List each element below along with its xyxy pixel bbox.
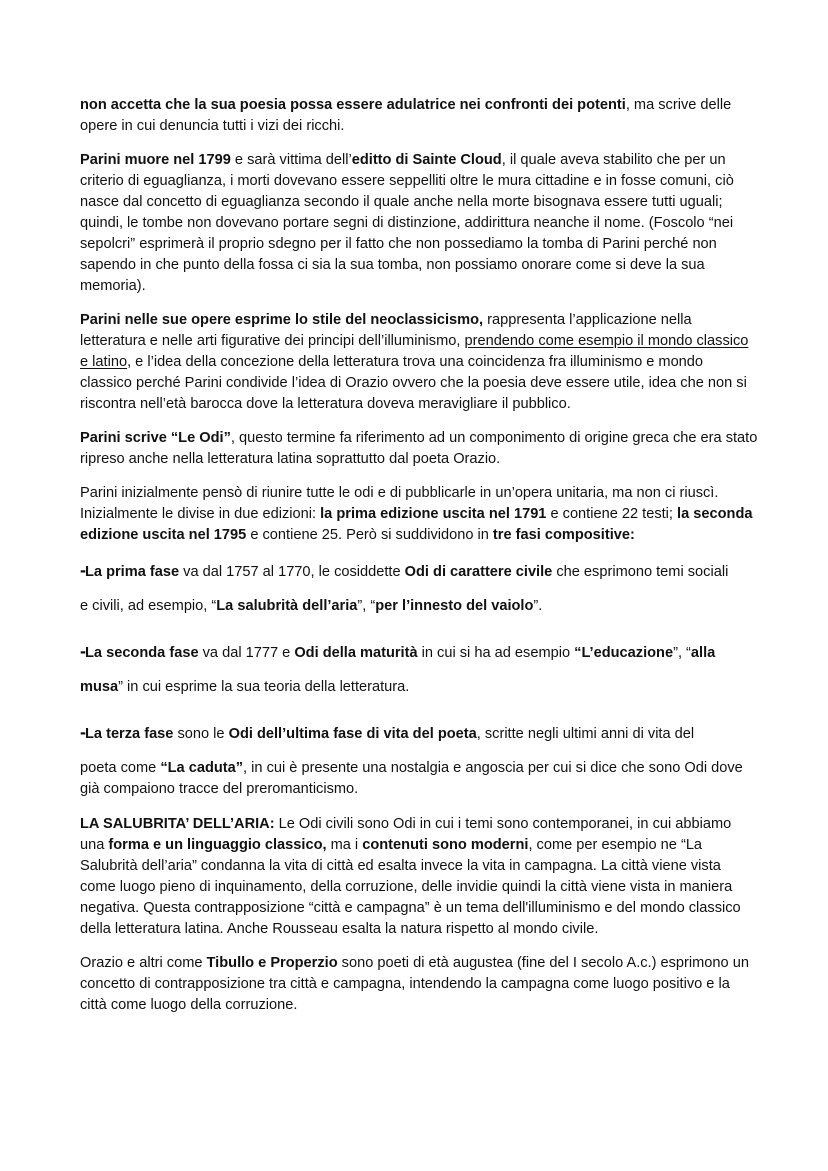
paragraph-orazio: Orazio e altri come Tibullo e Properzio sono poeti di età augustea (fine del I secolo A.c.) esprimono un concetto di contrapposizione tra città e campagna, intendendo la campagna come luogo positivo e la città come luogo della corruzione. — [80, 955, 749, 1013]
paragraph-le-odi: Parini scrive “Le Odi”, questo termine fa riferimento ad un componimento di origine greca che era stato ripreso anche nella letteratura latina soprattutto dal poeta Orazio. — [80, 430, 758, 467]
dash-bullet: - — [80, 722, 85, 742]
phase-second: -La seconda fase va dal 1777 e Odi della maturità in cui si ha ad esempio “L’educazione”, “alla musa” in cui esprime la sua teoria della letteratura. — [80, 641, 716, 695]
dash-bullet: - — [80, 560, 85, 580]
paragraph-neoclassicism: Parini nelle sue opere esprime lo stile del neoclassicismo, rappresenta l’applicazione nella letteratura e nelle arti figurative dei principi dell’illuminismo, prendendo come esempio il mondo classico e latino, e l’idea della concezione della letteratura trova una coincidenza fra illuminismo e mondo classico perché Parini condivide l’idea di Orazio ovvero che la poesia deve essere utile, idea che non si riscontra nell’età barocca dove la letteratura doveva meravigliare il pubblico. — [80, 312, 749, 412]
phase-first: -La prima fase va dal 1757 al 1770, le cosiddette Odi di carattere civile che esprimono temi sociali e civili, ad esempio, “La salubrità dell’aria”, “per l’innesto del vaiolo”. — [80, 560, 729, 614]
dash-bullet: - — [80, 641, 85, 661]
paragraph-salubrita: LA SALUBRITA’ DELL’ARIA: Le Odi civili sono Odi in cui i temi sono contemporanei, in cui abbiamo una forma e un linguaggio classico, ma i contenuti sono moderni, come per esempio ne “La Salubrità dell’aria” condanna la vita di città ed esalta invece la vita in campagna. La città viene vista come luogo pieno di inquinamento, della corruzione, delle invidie quindi la città viene vista in maniera negativa. Questa contrapposizione “città e campagna” è un tema dell'illuminismo e del mondo classico della letteratura latina. Anche Rousseau esalta la natura rispetto al mondo civile. — [80, 816, 741, 937]
paragraph-editions: Parini inizialmente pensò di riunire tutte le odi e di pubblicarle in un’opera unitaria, ma non ci riuscì. Inizialmente le divise in due edizioni: la prima edizione uscita nel 1791 e contiene 22 testi; la seconda edizione uscita nel 1795 e contiene 25. Però si suddividono in tre fasi compositive: — [80, 485, 753, 543]
paragraph-parini-poetry: non accetta che la sua poesia possa essere adulatrice nei confronti dei potenti, ma scrive delle opere in cui denuncia tutti i vizi dei ricchi. — [80, 97, 732, 134]
phase-third: -La terza fase sono le Odi dell’ultima fase di vita del poeta, scritte negli ultimi anni di vita del poeta come “La caduta”, in cui è presente una nostalgia e angoscia per cui si dice che sono Odi dove già compaiono tracce del preromanticismo. — [80, 722, 743, 797]
paragraph-parini-death: Parini muore nel 1799 e sarà vittima dell’editto di Sainte Cloud, il quale aveva stabilito che per un criterio di eguaglianza, i morti dovevano essere seppelliti oltre le mura cittadine e in fosse comuni, ciò nasce dal concetto di eguaglianza secondo il quale anche nella morte bisognava essere tutti uguali; quindi, le tombe non dovevano portare segni di distinzione, addirittura neanche il nome. (Foscolo “nei sepolcri” esprimerà il proprio sdegno per il fatto che non possediamo la tomba di Parini perché non sapendo in che punto della fossa ci sia la sua tomba, non possiamo onorare come si deve la sua memoria). — [80, 152, 734, 294]
